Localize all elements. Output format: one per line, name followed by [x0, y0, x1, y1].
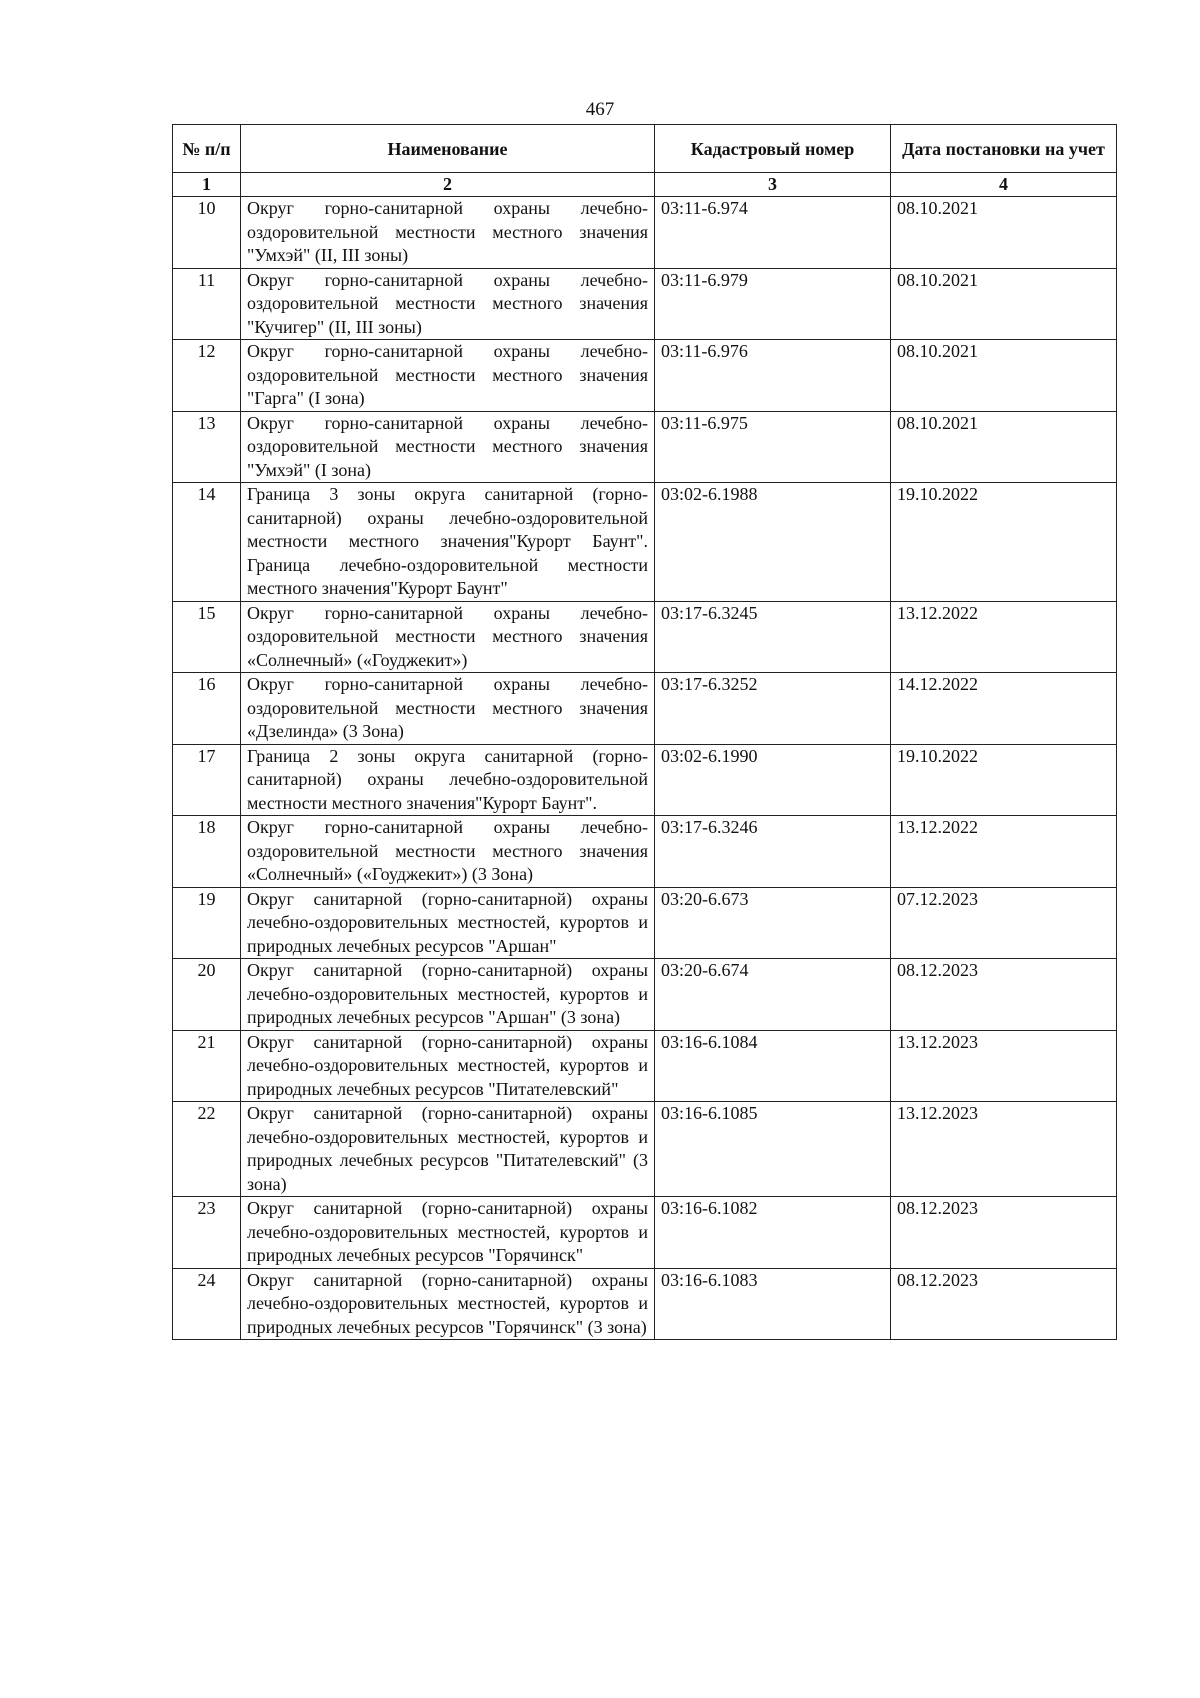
row-registration-date: 08.10.2021 [891, 197, 1117, 269]
column-number: 4 [891, 173, 1117, 197]
row-cadastral-number: 03:16-6.1085 [655, 1102, 891, 1197]
table-row [173, 673, 1117, 745]
row-number: 21 [173, 1030, 241, 1102]
row-cadastral-number: 03:11-6.974 [655, 197, 891, 269]
row-name: Граница 2 зоны округа санитарной (горно-санитарной) охраны лечебно-оздоровительной местности местного значения"Курорт Баунт". [241, 744, 655, 816]
row-name: Округ санитарной (горно-санитарной) охраны лечебно-оздоровительных местностей, курортов и природных лечебных ресурсов "Аршан" [241, 887, 655, 959]
row-registration-date: 19.10.2022 [891, 744, 1117, 816]
row-number: 18 [173, 816, 241, 888]
table-row [173, 744, 1117, 816]
table-row [173, 1268, 1117, 1340]
table-row [173, 1102, 1117, 1197]
row-cadastral-number: 03:17-6.3252 [655, 673, 891, 745]
table-row [173, 601, 1117, 673]
row-number: 17 [173, 744, 241, 816]
table-row [173, 1197, 1117, 1269]
row-number: 13 [173, 411, 241, 483]
row-number: 12 [173, 340, 241, 412]
row-registration-date: 13.12.2022 [891, 601, 1117, 673]
row-number: 16 [173, 673, 241, 745]
row-name: Граница 3 зоны округа санитарной (горно-санитарной) охраны лечебно-оздоровительной местности местного значения"Курорт Баунт". Граница лечебно-оздоровительной местности местного значения"Курорт Баунт" [241, 483, 655, 602]
row-name: Округ санитарной (горно-санитарной) охраны лечебно-оздоровительных местностей, курортов и природных лечебных ресурсов "Горячинск" [241, 1197, 655, 1269]
registry-table [172, 124, 1117, 1340]
column-number-row [173, 173, 1117, 197]
table-row [173, 268, 1117, 340]
row-name: Округ горно-санитарной охраны лечебно-оздоровительной местности местного значения "Гарга" (I зона) [241, 340, 655, 412]
table-row [173, 411, 1117, 483]
row-registration-date: 13.12.2023 [891, 1102, 1117, 1197]
row-number: 10 [173, 197, 241, 269]
row-name: Округ горно-санитарной охраны лечебно-оздоровительной местности местного значения "Кучигер" (II, III зоны) [241, 268, 655, 340]
header-row [173, 125, 1117, 173]
row-number: 11 [173, 268, 241, 340]
table-row [173, 816, 1117, 888]
table-row [173, 1030, 1117, 1102]
header-date: Дата постановки на учет [891, 125, 1117, 173]
row-name: Округ санитарной (горно-санитарной) охраны лечебно-оздоровительных местностей, курортов и природных лечебных ресурсов "Аршан" (3 зона) [241, 959, 655, 1031]
row-registration-date: 07.12.2023 [891, 887, 1117, 959]
row-name: Округ горно-санитарной охраны лечебно-оздоровительной местности местного значения "Умхэй" (I зона) [241, 411, 655, 483]
row-registration-date: 13.12.2023 [891, 1030, 1117, 1102]
row-registration-date: 13.12.2022 [891, 816, 1117, 888]
row-registration-date: 08.12.2023 [891, 959, 1117, 1031]
column-number: 3 [655, 173, 891, 197]
row-number: 22 [173, 1102, 241, 1197]
table-row [173, 340, 1117, 412]
row-number: 23 [173, 1197, 241, 1269]
table-row [173, 887, 1117, 959]
row-cadastral-number: 03:02-6.1988 [655, 483, 891, 602]
page-number: 467 [585, 99, 615, 120]
row-name: Округ горно-санитарной охраны лечебно-оздоровительной местности местного значения "Умхэй" (II, III зоны) [241, 197, 655, 269]
header-cadastral: Кадастровый номер [655, 125, 891, 173]
row-registration-date: 19.10.2022 [891, 483, 1117, 602]
header-name: Наименование [241, 125, 655, 173]
row-cadastral-number: 03:17-6.3246 [655, 816, 891, 888]
row-name: Округ горно-санитарной охраны лечебно-оздоровительной местности местного значения «Дзелинда» (3 Зона) [241, 673, 655, 745]
column-number: 1 [173, 173, 241, 197]
row-registration-date: 08.10.2021 [891, 411, 1117, 483]
table-row [173, 483, 1117, 602]
row-number: 14 [173, 483, 241, 602]
row-name: Округ горно-санитарной охраны лечебно-оздоровительной местности местного значения «Солнечный» («Гоуджекит») (3 Зона) [241, 816, 655, 888]
row-cadastral-number: 03:16-6.1084 [655, 1030, 891, 1102]
row-cadastral-number: 03:20-6.674 [655, 959, 891, 1031]
row-cadastral-number: 03:02-6.1990 [655, 744, 891, 816]
table-row [173, 959, 1117, 1031]
column-number: 2 [241, 173, 655, 197]
row-cadastral-number: 03:16-6.1082 [655, 1197, 891, 1269]
row-cadastral-number: 03:20-6.673 [655, 887, 891, 959]
row-name: Округ санитарной (горно-санитарной) охраны лечебно-оздоровительных местностей, курортов и природных лечебных ресурсов "Горячинск" (3 зона) [241, 1268, 655, 1340]
row-name: Округ санитарной (горно-санитарной) охраны лечебно-оздоровительных местностей, курортов и природных лечебных ресурсов "Питателевский" (3 зона) [241, 1102, 655, 1197]
row-registration-date: 08.12.2023 [891, 1268, 1117, 1340]
row-cadastral-number: 03:16-6.1083 [655, 1268, 891, 1340]
row-cadastral-number: 03:11-6.976 [655, 340, 891, 412]
row-registration-date: 14.12.2022 [891, 673, 1117, 745]
table-body [173, 197, 1117, 1340]
header-num: № п/п [173, 125, 241, 173]
row-cadastral-number: 03:11-6.975 [655, 411, 891, 483]
row-registration-date: 08.10.2021 [891, 268, 1117, 340]
row-registration-date: 08.12.2023 [891, 1197, 1117, 1269]
row-registration-date: 08.10.2021 [891, 340, 1117, 412]
row-cadastral-number: 03:11-6.979 [655, 268, 891, 340]
row-number: 19 [173, 887, 241, 959]
table-row [173, 197, 1117, 269]
row-name: Округ санитарной (горно-санитарной) охраны лечебно-оздоровительных местностей, курортов и природных лечебных ресурсов "Питателевский" [241, 1030, 655, 1102]
row-number: 15 [173, 601, 241, 673]
table-header [173, 125, 1117, 197]
row-name: Округ горно-санитарной охраны лечебно-оздоровительной местности местного значения «Солнечный» («Гоуджекит») [241, 601, 655, 673]
row-number: 24 [173, 1268, 241, 1340]
row-number: 20 [173, 959, 241, 1031]
row-cadastral-number: 03:17-6.3245 [655, 601, 891, 673]
